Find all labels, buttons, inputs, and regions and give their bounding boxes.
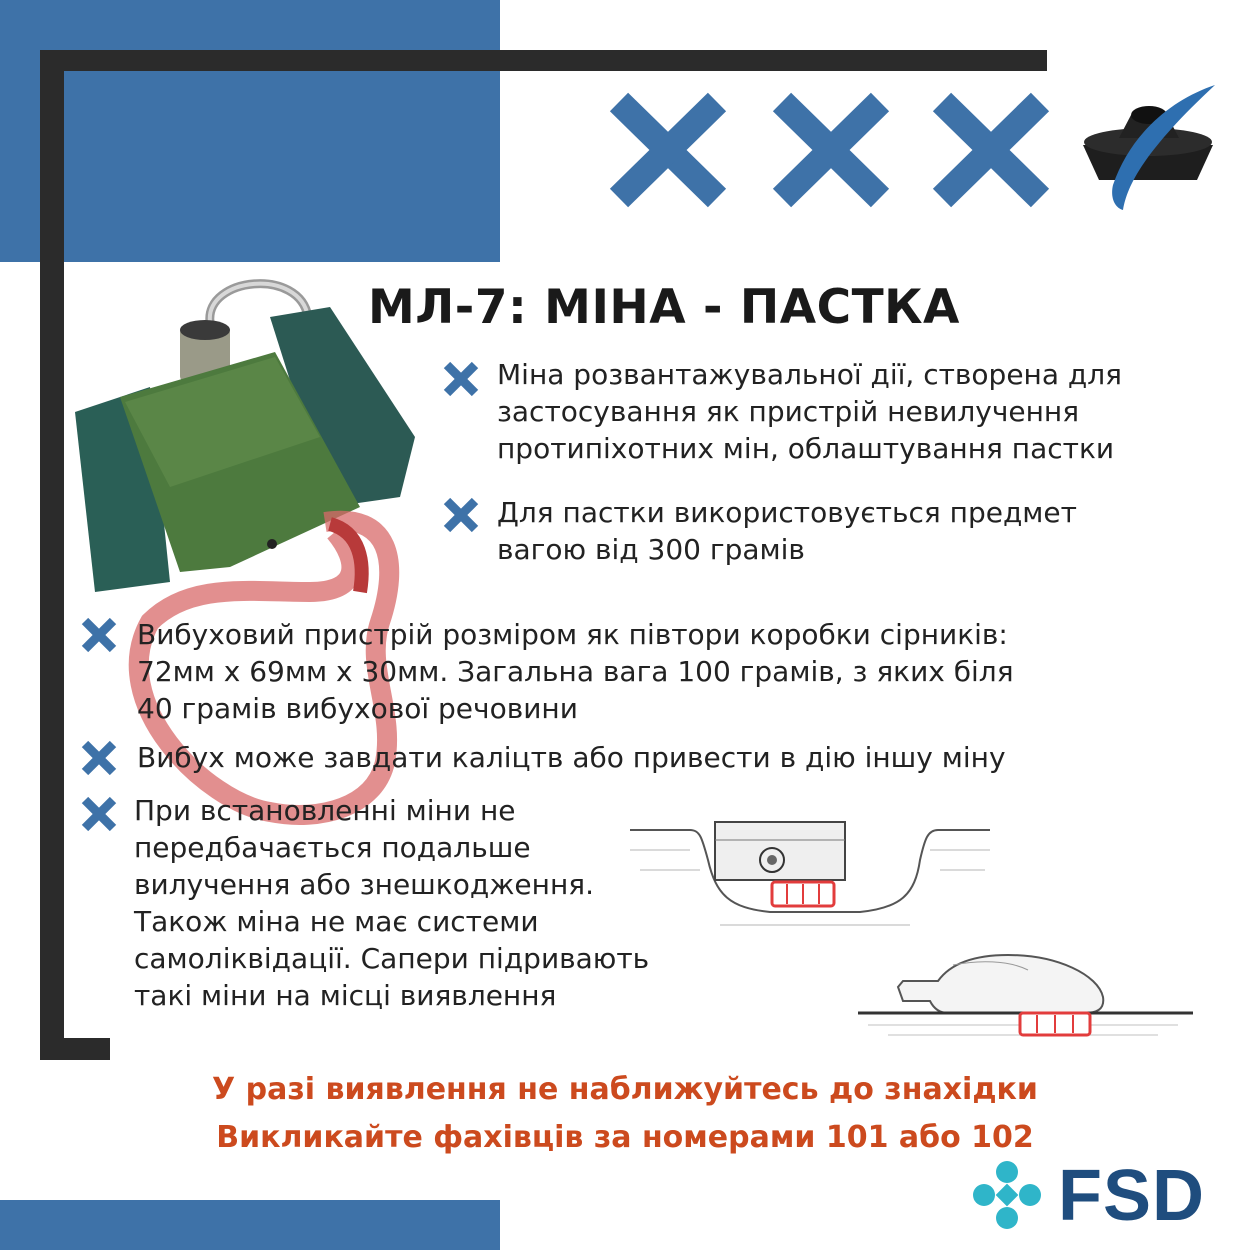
fsd-brand-text: FSD [1058,1156,1205,1236]
bullet-text-line: Вибуховий пристрій розміром як півтори коробки сірників: [137,618,1008,651]
cross-bullet-icon [440,358,482,400]
bullet-text-line: вилучення або знешкодження. [134,868,595,901]
bullet-text-line: вагою від 300 грамів [497,533,805,566]
cross-bullet-icon [78,737,120,779]
warning-line-1: У разі виявлення не наближуйтесь до знахідки [212,1072,1038,1107]
bullet-text-line: Вибух може завдати каліцтв або привести в дію іншу міну [137,741,1006,774]
bullet-text-line: Також міна не має системи [134,905,539,938]
bullet-item [497,356,1122,467]
cross-bullet-icon [78,614,120,656]
diagram-bottle-trap [858,935,1193,1040]
fsd-logo-icon [970,1158,1044,1232]
bullet-text-line: протипіхотних мін, облаштування пастки [497,432,1115,465]
mine-logo-icon [1075,80,1220,215]
cross-bullet-icon [440,494,482,536]
page-title: МЛ-7: МІНА - ПАСТКА [368,280,960,335]
blue-corner-block-top [0,0,500,262]
bullet-text-line: Для пастки використовується предмет [497,496,1077,529]
bullet-text-line: такі міни на місці виявлення [134,979,557,1012]
blue-corner-block-bottom [0,1200,500,1250]
bullet-text-line: самоліквідації. Сапери підривають [134,942,650,975]
bullet-item [497,494,1077,568]
cross-bullet-icon [78,793,120,835]
frame-line-bottom [40,1038,110,1060]
bullet-item [134,792,649,1014]
bullet-item [137,616,1014,727]
cross-icon [768,90,894,210]
bullet-text-line: 72мм х 69мм х 30мм. Загальна вага 100 грамів, з яких біля [137,655,1014,688]
bullet-item [137,739,1006,776]
cross-icon [928,90,1054,210]
bullet-text-line: застосування як пристрій невилучення [497,395,1080,428]
bullet-text-line: передбачається подальше [134,831,531,864]
bullet-text-line: Міна розвантажувальної дії, створена для [497,358,1123,391]
bullet-text-line: При встановленні міни не [134,794,516,827]
diagram-buried-mine [630,800,990,935]
bullet-text-line: 40 грамів вибухової речовини [137,692,578,725]
cross-icon [605,90,731,210]
warning-line-2: Викликайте фахівців за номерами 101 або 102 [216,1120,1034,1155]
frame-line-top [40,50,1047,71]
